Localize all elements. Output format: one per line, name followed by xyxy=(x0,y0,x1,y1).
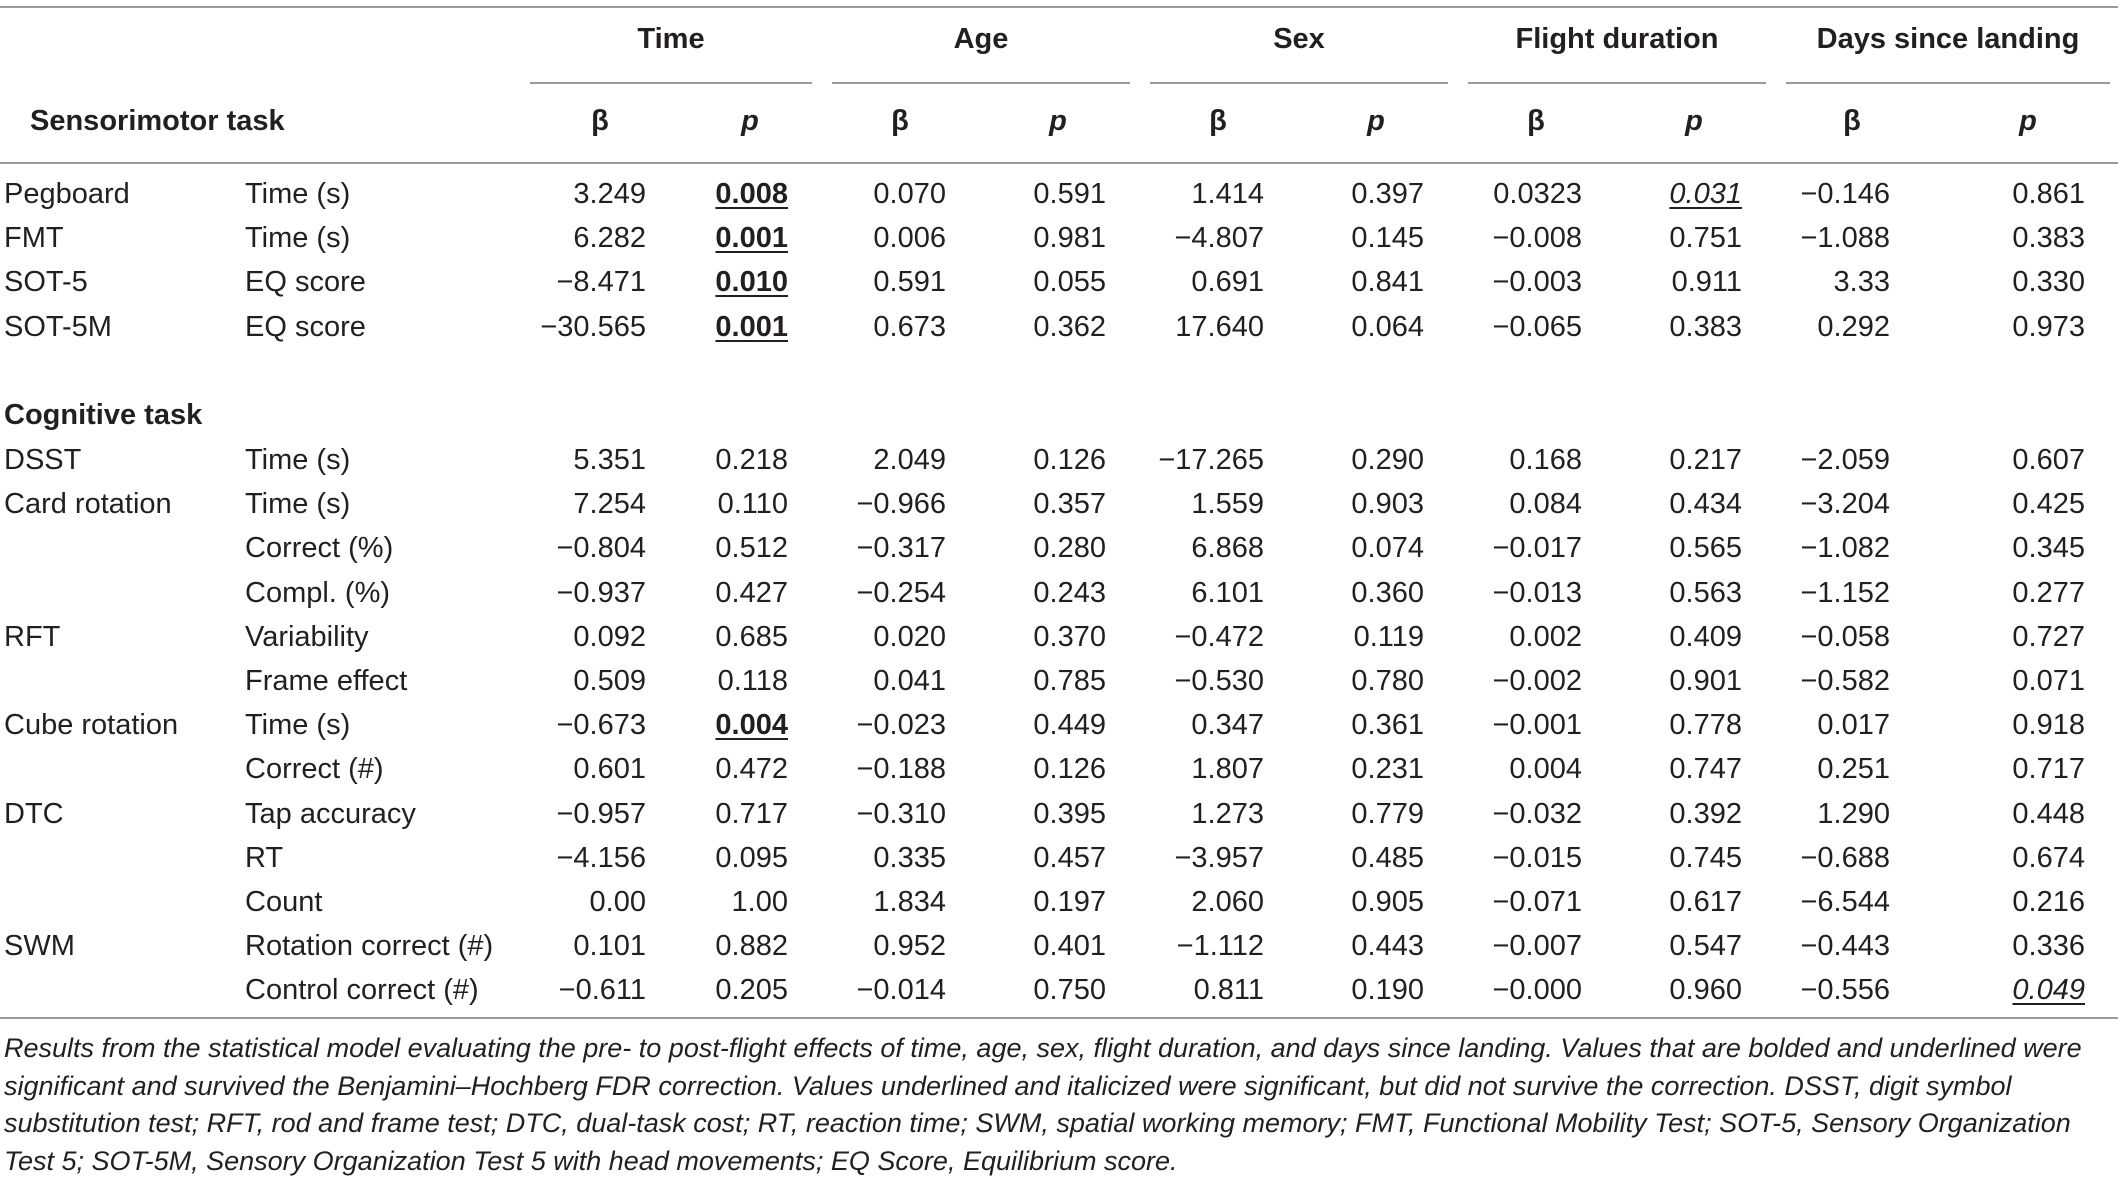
beta-value-cell: −0.310 xyxy=(856,797,946,830)
beta-value-cell: −1.112 xyxy=(1176,930,1264,963)
p-value-cell: 0.547 xyxy=(1669,930,1742,963)
beta-value-cell: 1.290 xyxy=(1817,797,1890,830)
beta-value-cell: 2.060 xyxy=(1191,886,1264,918)
p-header: p xyxy=(2019,105,2037,137)
task-name: SOT-5M xyxy=(4,310,112,343)
measure-name: Frame effect xyxy=(245,665,408,697)
beta-value-cell: 0.0323 xyxy=(1493,178,1582,210)
beta-value-cell: −1.082 xyxy=(1800,532,1890,565)
beta-value-cell: 0.601 xyxy=(573,753,646,786)
beta-value-cell: −30.565 xyxy=(540,310,646,343)
p-value-cell: 0.485 xyxy=(1351,841,1424,874)
beta-value-cell: −0.673 xyxy=(556,709,646,742)
beta-value-cell: 0.691 xyxy=(1191,266,1264,299)
p-value-cell: 0.750 xyxy=(1033,974,1106,1007)
p-value-cell: 0.126 xyxy=(1033,753,1106,786)
p-value-cell: 0.779 xyxy=(1351,797,1424,830)
measure-name: Count xyxy=(245,886,323,918)
beta-value-cell: 1.807 xyxy=(1191,753,1264,786)
p-value-cell: 0.126 xyxy=(1033,444,1106,476)
p-value-cell: 0.004 xyxy=(715,709,788,742)
section-sensorimotor-label: Sensorimotor task xyxy=(30,105,285,137)
p-header: p xyxy=(741,105,759,137)
beta-value-cell: −0.188 xyxy=(856,753,946,786)
p-value-cell: 0.780 xyxy=(1351,665,1424,697)
beta-value-cell: −0.008 xyxy=(1492,222,1582,255)
beta-value-cell: −0.556 xyxy=(1800,974,1890,1007)
measure-name: EQ score xyxy=(245,266,366,299)
beta-value-cell: 0.347 xyxy=(1191,709,1264,742)
group-header-label: Time xyxy=(637,23,705,55)
beta-value-cell: −0.002 xyxy=(1492,665,1582,697)
beta-value-cell: −0.001 xyxy=(1492,709,1582,742)
p-header: p xyxy=(1685,105,1703,137)
p-value-cell: 0.330 xyxy=(2012,266,2085,299)
p-value-cell: 0.457 xyxy=(1033,841,1106,874)
beta-value-cell: −1.152 xyxy=(1800,576,1890,609)
beta-value-cell: −0.317 xyxy=(856,532,946,565)
beta-value-cell: 6.101 xyxy=(1191,576,1264,609)
p-value-cell: 0.882 xyxy=(715,930,788,963)
p-value-cell: 0.383 xyxy=(2012,222,2085,255)
table-caption: Results from the statistical model evaluating the pre- to post-flight effects of time, age, sex, flight duration, and days since landing. Values that are bolded and underlined were significant and survived the Benjamini–Hochberg FDR correction. Values underlined and italicized were significant, but did not survive the correction. DSST, digit symbol substitution test; RFT, rod and frame test; DTC, dual-task cost; RT, reaction time; SWM, spatial working memory; FMT, Functional Mobility Test; SOT-5, Sensory Organization Test 5; SOT-5M, Sensory Organization Test 5 with head movements; EQ Score, Equilibrium score. xyxy=(4,1033,2082,1176)
beta-value-cell: −3.957 xyxy=(1174,841,1264,874)
p-value-cell: 0.841 xyxy=(1351,266,1424,299)
beta-value-cell: 0.020 xyxy=(873,620,946,653)
beta-value-cell: −6.544 xyxy=(1800,886,1890,918)
beta-value-cell: −0.032 xyxy=(1492,797,1582,830)
beta-value-cell: −0.023 xyxy=(856,709,946,742)
p-value-cell: 0.448 xyxy=(2012,797,2085,830)
group-header-underline xyxy=(530,82,812,84)
beta-value-cell: −0.443 xyxy=(1800,930,1890,963)
measure-name: Control correct (#) xyxy=(245,974,479,1007)
beta-value-cell: 0.251 xyxy=(1817,753,1890,786)
p-value-cell: 0.361 xyxy=(1351,709,1424,742)
p-value-cell: 0.345 xyxy=(2012,532,2085,565)
beta-value-cell: 0.002 xyxy=(1509,620,1582,653)
p-value-cell: 0.918 xyxy=(2012,709,2085,742)
beta-value-cell: 0.952 xyxy=(873,930,946,963)
beta-value-cell: −0.472 xyxy=(1174,620,1264,653)
p-value-cell: 0.565 xyxy=(1669,532,1742,565)
p-value-cell: 0.395 xyxy=(1033,797,1106,830)
measure-name: RT xyxy=(245,841,284,874)
beta-value-cell: −2.059 xyxy=(1800,444,1890,476)
beta-value-cell: −0.058 xyxy=(1800,620,1890,653)
p-value-cell: 0.010 xyxy=(715,266,788,299)
measure-name: EQ score xyxy=(245,310,366,343)
beta-value-cell: 1.414 xyxy=(1191,178,1264,210)
beta-header: β xyxy=(1527,105,1545,137)
beta-value-cell: −4.807 xyxy=(1174,222,1264,255)
beta-value-cell: 1.834 xyxy=(873,886,946,918)
measure-name: Tap accuracy xyxy=(245,797,416,830)
beta-value-cell: −0.007 xyxy=(1492,930,1582,963)
beta-value-cell: 2.049 xyxy=(873,444,946,476)
p-value-cell: 0.607 xyxy=(2012,444,2085,476)
p-value-cell: 0.280 xyxy=(1033,532,1106,565)
beta-value-cell: −0.003 xyxy=(1492,266,1582,299)
p-value-cell: 0.205 xyxy=(715,974,788,1007)
group-header-underline xyxy=(1468,82,1766,84)
beta-value-cell: −0.254 xyxy=(856,576,946,609)
p-value-cell: 0.243 xyxy=(1033,576,1106,609)
beta-value-cell: −0.015 xyxy=(1492,841,1582,874)
p-value-cell: 0.409 xyxy=(1669,620,1742,653)
beta-value-cell: 0.673 xyxy=(873,310,946,343)
p-value-cell: 0.049 xyxy=(2012,974,2085,1007)
p-value-cell: 0.190 xyxy=(1351,974,1424,1007)
beta-value-cell: 0.509 xyxy=(573,665,646,697)
beta-value-cell: 3.249 xyxy=(573,178,646,210)
beta-header: β xyxy=(891,105,909,137)
p-value-cell: 0.071 xyxy=(2012,665,2085,697)
p-value-cell: 0.901 xyxy=(1669,665,1742,697)
p-value-cell: 0.434 xyxy=(1669,488,1742,521)
p-value-cell: 0.290 xyxy=(1351,444,1424,476)
p-value-cell: 0.064 xyxy=(1351,310,1424,343)
beta-value-cell: 1.559 xyxy=(1191,488,1264,521)
p-value-cell: 0.218 xyxy=(715,444,788,476)
p-value-cell: 0.443 xyxy=(1351,930,1424,963)
p-value-cell: 0.717 xyxy=(715,797,788,830)
p-value-cell: 0.685 xyxy=(715,620,788,653)
table-bottom-rule xyxy=(0,1017,2118,1019)
measure-name: Variability xyxy=(245,620,369,653)
p-value-cell: 0.472 xyxy=(715,753,788,786)
beta-value-cell: 0.335 xyxy=(873,841,946,874)
p-header: p xyxy=(1367,105,1385,137)
p-value-cell: 0.336 xyxy=(2012,930,2085,963)
beta-value-cell: 0.004 xyxy=(1509,753,1582,786)
measure-name: Rotation correct (#) xyxy=(245,930,494,963)
section-cognitive-label: Cognitive task xyxy=(4,399,203,431)
group-header-label: Age xyxy=(953,23,1009,55)
beta-value-cell: 0.017 xyxy=(1817,709,1890,742)
p-value-cell: 0.055 xyxy=(1033,266,1106,299)
task-name: Pegboard xyxy=(4,178,130,210)
group-header-underline xyxy=(832,82,1130,84)
task-name: FMT xyxy=(4,222,64,255)
beta-value-cell: 0.092 xyxy=(573,620,646,653)
task-name: DTC xyxy=(4,797,64,830)
p-value-cell: 0.617 xyxy=(1669,886,1742,918)
beta-header: β xyxy=(1209,105,1227,137)
beta-value-cell: −3.204 xyxy=(1800,488,1890,521)
p-header: p xyxy=(1049,105,1067,137)
p-value-cell: 0.785 xyxy=(1033,665,1106,697)
beta-value-cell: −4.156 xyxy=(556,841,646,874)
p-value-cell: 0.357 xyxy=(1033,488,1106,521)
beta-value-cell: 0.006 xyxy=(873,222,946,255)
beta-value-cell: −0.688 xyxy=(1800,841,1890,874)
beta-value-cell: −0.937 xyxy=(556,576,646,609)
beta-value-cell: 5.351 xyxy=(573,444,646,476)
p-value-cell: 0.960 xyxy=(1669,974,1742,1007)
p-value-cell: 0.277 xyxy=(2012,576,2085,609)
task-name: Cube rotation xyxy=(4,709,179,742)
measure-name: Correct (#) xyxy=(245,753,384,786)
p-value-cell: 0.905 xyxy=(1351,886,1424,918)
task-name: RFT xyxy=(4,620,61,653)
beta-value-cell: −0.146 xyxy=(1800,178,1890,210)
p-value-cell: 0.401 xyxy=(1033,930,1106,963)
p-value-cell: 0.031 xyxy=(1669,178,1742,210)
beta-value-cell: 6.282 xyxy=(573,222,646,255)
beta-value-cell: 0.292 xyxy=(1817,310,1890,343)
beta-value-cell: 0.811 xyxy=(1193,974,1264,1007)
measure-name: Time (s) xyxy=(245,488,351,521)
beta-value-cell: 0.101 xyxy=(573,930,646,963)
header-bottom-rule xyxy=(0,162,2118,164)
p-value-cell: 0.231 xyxy=(1351,753,1424,786)
beta-value-cell: −0.957 xyxy=(556,797,646,830)
p-value-cell: 0.145 xyxy=(1351,222,1424,255)
beta-value-cell: −1.088 xyxy=(1800,222,1890,255)
beta-value-cell: 0.070 xyxy=(873,178,946,210)
p-value-cell: 0.717 xyxy=(2012,753,2085,786)
group-header-underline xyxy=(1786,82,2110,84)
p-value-cell: 1.00 xyxy=(731,886,788,918)
beta-value-cell: 0.591 xyxy=(873,266,946,299)
p-value-cell: 0.362 xyxy=(1033,310,1106,343)
group-header-label: Days since landing xyxy=(1816,23,2080,55)
p-value-cell: 0.911 xyxy=(1671,266,1742,299)
p-value-cell: 0.427 xyxy=(715,576,788,609)
p-value-cell: 0.778 xyxy=(1669,709,1742,742)
p-value-cell: 0.981 xyxy=(1033,222,1106,255)
task-name: DSST xyxy=(4,444,82,476)
beta-value-cell: −8.471 xyxy=(556,266,646,299)
p-value-cell: 0.449 xyxy=(1033,709,1106,742)
beta-value-cell: −0.804 xyxy=(556,532,646,565)
beta-header: β xyxy=(1843,105,1861,137)
measure-name: Time (s) xyxy=(245,178,351,210)
p-value-cell: 0.074 xyxy=(1351,532,1424,565)
p-value-cell: 0.591 xyxy=(1033,178,1106,210)
p-value-cell: 0.095 xyxy=(715,841,788,874)
beta-value-cell: 0.00 xyxy=(589,886,646,918)
p-value-cell: 0.216 xyxy=(2012,886,2085,918)
measure-name: Time (s) xyxy=(245,222,351,255)
beta-value-cell: 3.33 xyxy=(1833,266,1890,299)
p-value-cell: 0.747 xyxy=(1669,753,1742,786)
p-value-cell: 0.751 xyxy=(1669,222,1742,255)
task-name: Card rotation xyxy=(4,488,172,521)
beta-value-cell: −0.071 xyxy=(1492,886,1582,918)
beta-value-cell: −0.966 xyxy=(856,488,946,521)
task-name: SWM xyxy=(4,930,75,963)
beta-value-cell: 0.168 xyxy=(1509,444,1582,476)
p-value-cell: 0.397 xyxy=(1351,178,1424,210)
group-header-label: Sex xyxy=(1273,23,1325,55)
p-value-cell: 0.110 xyxy=(717,488,788,521)
beta-header: β xyxy=(591,105,609,137)
p-value-cell: 0.197 xyxy=(1033,886,1106,918)
beta-value-cell: 6.868 xyxy=(1191,532,1264,565)
measure-name: Correct (%) xyxy=(245,532,394,565)
p-value-cell: 0.727 xyxy=(2012,620,2085,653)
beta-value-cell: −0.065 xyxy=(1492,310,1582,343)
p-value-cell: 0.001 xyxy=(715,310,788,343)
p-value-cell: 0.903 xyxy=(1351,488,1424,521)
task-name: SOT-5 xyxy=(4,266,88,299)
p-value-cell: 0.392 xyxy=(1669,797,1742,830)
table-top-rule xyxy=(0,6,2118,8)
beta-value-cell: −0.530 xyxy=(1174,665,1264,697)
beta-value-cell: −0.611 xyxy=(558,974,646,1007)
beta-value-cell: −0.013 xyxy=(1492,576,1582,609)
group-header-underline xyxy=(1150,82,1448,84)
p-value-cell: 0.008 xyxy=(715,178,788,210)
beta-value-cell: −0.000 xyxy=(1492,974,1582,1007)
p-value-cell: 0.512 xyxy=(715,532,788,565)
measure-name: Time (s) xyxy=(245,444,351,476)
measure-name: Time (s) xyxy=(245,709,351,742)
p-value-cell: 0.001 xyxy=(715,222,788,255)
p-value-cell: 0.745 xyxy=(1669,841,1742,874)
p-value-cell: 0.425 xyxy=(2012,488,2085,521)
beta-value-cell: 0.041 xyxy=(873,665,946,697)
p-value-cell: 0.217 xyxy=(1669,444,1742,476)
beta-value-cell: −0.017 xyxy=(1492,532,1582,565)
beta-value-cell: −0.582 xyxy=(1800,665,1890,697)
p-value-cell: 0.861 xyxy=(2012,178,2085,210)
p-value-cell: 0.383 xyxy=(1669,310,1742,343)
p-value-cell: 0.563 xyxy=(1669,576,1742,609)
beta-value-cell: −0.014 xyxy=(856,974,946,1007)
beta-value-cell: −17.265 xyxy=(1158,444,1264,476)
p-value-cell: 0.118 xyxy=(717,665,788,697)
group-header-label: Flight duration xyxy=(1515,23,1719,55)
p-value-cell: 0.360 xyxy=(1351,576,1424,609)
p-value-cell: 0.370 xyxy=(1033,620,1106,653)
beta-value-cell: 7.254 xyxy=(573,488,646,521)
p-value-cell: 0.119 xyxy=(1353,620,1424,653)
beta-value-cell: 17.640 xyxy=(1175,310,1264,343)
beta-value-cell: 0.084 xyxy=(1509,488,1582,521)
p-value-cell: 0.674 xyxy=(2012,841,2085,874)
p-value-cell: 0.973 xyxy=(2012,310,2085,343)
measure-name: Compl. (%) xyxy=(245,576,391,609)
beta-value-cell: 1.273 xyxy=(1191,797,1264,830)
